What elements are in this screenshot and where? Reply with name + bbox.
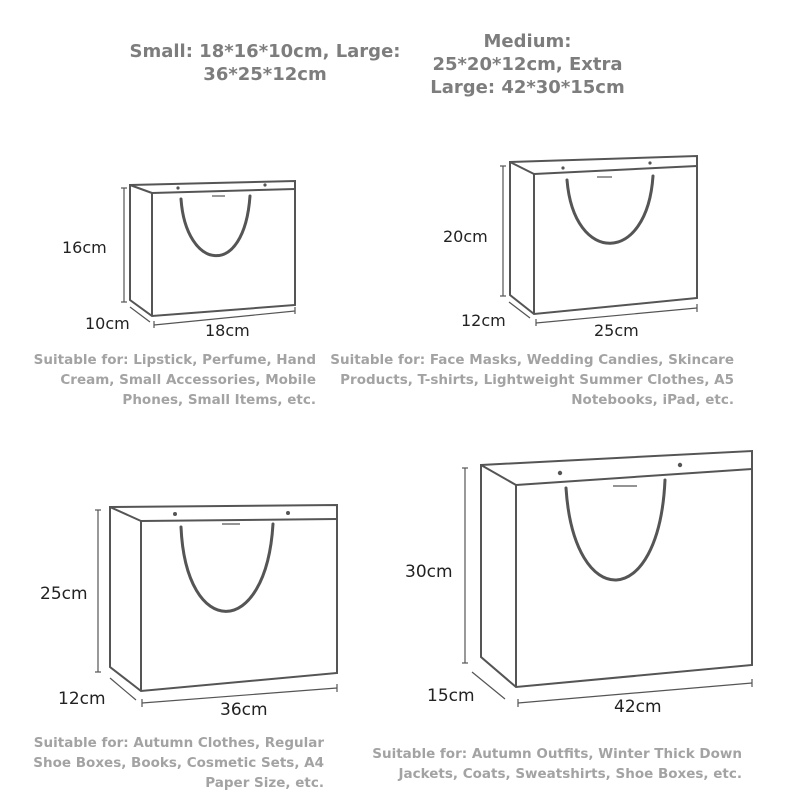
suitable-line: Suitable for: Autumn Outfits, Winter Thick Down: [372, 746, 742, 762]
bag-large-height-label: 25cm: [40, 584, 88, 604]
suitable-line: Notebooks, iPad, etc.: [571, 392, 734, 408]
bag-small-width-label: 18cm: [205, 321, 250, 340]
bag-medium-depth-label: 12cm: [461, 311, 506, 330]
header-line: 25*20*12cm, Extra: [432, 54, 623, 75]
header-line: Large: 42*30*15cm: [430, 77, 625, 98]
bag-large-drawing: [95, 505, 337, 707]
bag-extra-large-height-label: 30cm: [405, 562, 453, 582]
bag-small-height-label: 16cm: [62, 238, 107, 257]
bag-large-suitable-for: [10, 733, 324, 793]
bag-medium-suitable-for: [320, 350, 734, 410]
bag-extra-large-suitable-for: [362, 744, 742, 784]
bag-large-width-label: 36cm: [220, 700, 268, 720]
suitable-line: Phones, Small Items, etc.: [122, 392, 316, 408]
suitable-line: Suitable for: Autumn Clothes, Regular: [33, 735, 324, 751]
bag-medium-drawing: [500, 156, 697, 326]
bag-small-drawing: [121, 181, 295, 328]
header-line: Medium:: [483, 31, 572, 52]
header-line: 36*25*12cm: [203, 64, 327, 85]
suitable-line: Jackets, Coats, Sweatshirts, Shoe Boxes, etc.: [398, 766, 742, 782]
bag-small-suitable-for: [10, 350, 316, 410]
suitable-line: Cream, Small Accessories, Mobile: [60, 372, 316, 388]
suitable-line: Products, T-shirts, Lightweight Summer Clothes, A5: [340, 372, 734, 388]
bag-extra-large-width-label: 42cm: [614, 697, 662, 717]
bag-extra-large-drawing: [462, 451, 752, 707]
bag-medium-height-label: 20cm: [443, 227, 488, 246]
bag-small-depth-label: 10cm: [85, 314, 130, 333]
bag-medium-width-label: 25cm: [594, 321, 639, 340]
suitable-line: Suitable for: Face Masks, Wedding Candies, Skincare: [330, 352, 734, 368]
suitable-line: Shoe Boxes, Books, Cosmetic Sets, A4: [33, 755, 324, 771]
suitable-line: Suitable for: Lipstick, Perfume, Hand: [33, 352, 316, 368]
header-line: Small: 18*16*10cm, Large:: [129, 41, 401, 62]
bag-large-depth-label: 12cm: [58, 689, 106, 709]
suitable-line: Paper Size, etc.: [205, 775, 324, 791]
bag-extra-large-depth-label: 15cm: [427, 686, 475, 706]
